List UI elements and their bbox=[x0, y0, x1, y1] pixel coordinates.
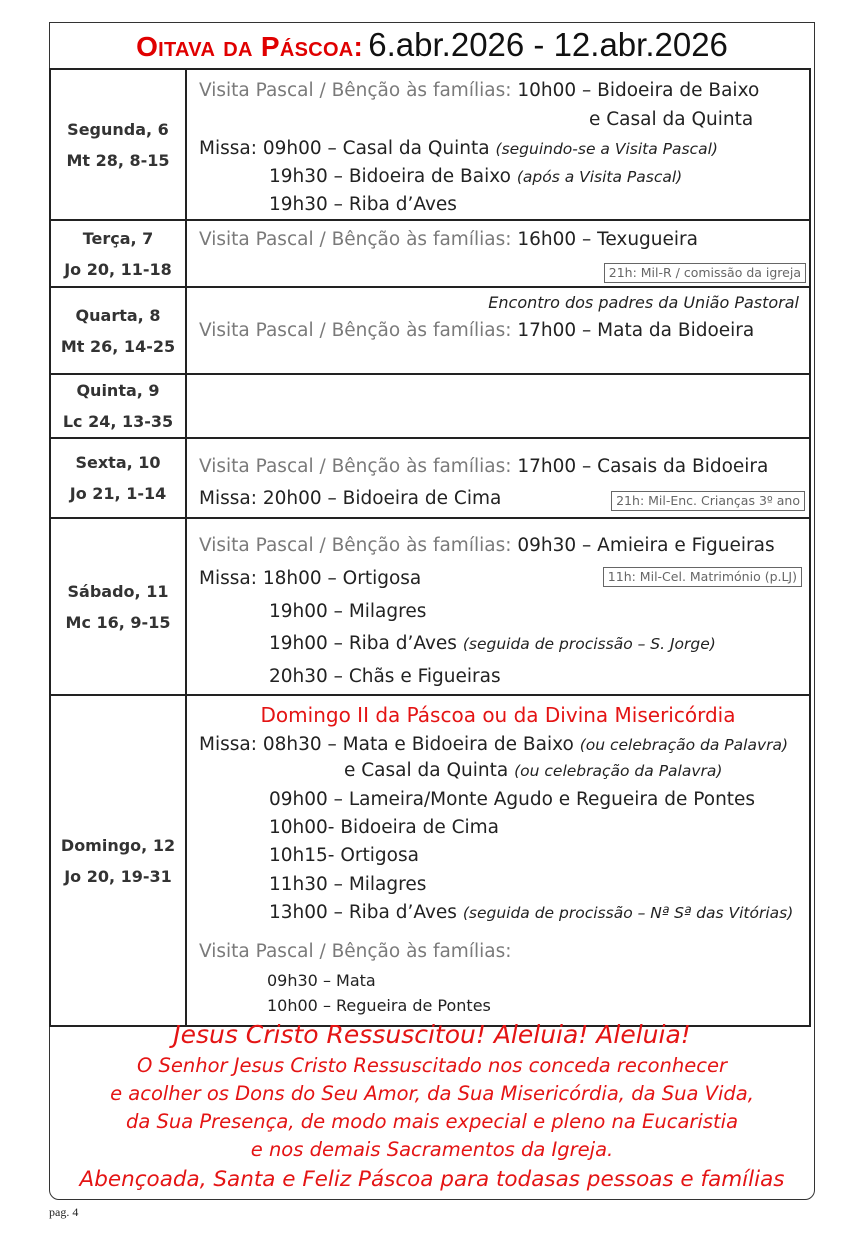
missa-note: (ou celebração da Palavra) bbox=[514, 762, 723, 780]
row-sexta bbox=[50, 438, 810, 518]
note-box: 21h: Mil-R / comissão da igreja bbox=[604, 263, 806, 283]
missa-text: 20h00 – Bidoeira de Cima bbox=[262, 488, 502, 509]
message-line: O Senhor Jesus Cristo Ressuscitado nos conceda reconhecer bbox=[136, 1054, 728, 1077]
missa-note: (após a Visita Pascal) bbox=[516, 168, 683, 186]
message-headline: Jesus Cristo Ressuscitou! Aleluia! Aleluia! bbox=[173, 1020, 691, 1049]
missa-text: 13h00 – Riba d’Aves bbox=[269, 902, 457, 923]
day-label: Sábado, 11 bbox=[67, 581, 169, 601]
day-content bbox=[186, 69, 810, 220]
row-segunda bbox=[50, 69, 810, 220]
missa-text: e Casal da Quinta bbox=[344, 760, 509, 781]
visita-text: 16h00 – Texugueira bbox=[517, 229, 698, 250]
missa-note: (seguida de procissão – Nª Sª das Vitórias) bbox=[462, 904, 794, 922]
day-content bbox=[186, 695, 810, 1026]
reading-label: Lc 24, 13-35 bbox=[62, 412, 174, 431]
missa-note: (seguindo-se a Visita Pascal) bbox=[495, 140, 718, 158]
missa-text: 08h30 – Mata e Bidoeira de Baixo bbox=[262, 734, 574, 755]
day-label: Sexta, 10 bbox=[75, 453, 161, 472]
day-cell bbox=[50, 695, 186, 1026]
day-label: Quinta, 9 bbox=[76, 381, 160, 400]
day-cell bbox=[50, 518, 186, 695]
row-sabado bbox=[50, 518, 810, 695]
day-content bbox=[186, 287, 810, 374]
note-box: 21h: Mil-Enc. Crianças 3º ano bbox=[611, 491, 805, 511]
missa-text: 09h00 – Lameira/Monte Agudo e Regueira de Pontes bbox=[269, 789, 756, 810]
missa-text: 09h00 – Casal da Quinta bbox=[262, 138, 490, 159]
day-cell bbox=[50, 69, 186, 220]
row-domingo bbox=[50, 695, 810, 1026]
reading-label: Jo 20, 19-31 bbox=[64, 866, 172, 886]
day-content bbox=[186, 438, 810, 518]
day-content bbox=[186, 374, 810, 438]
day-cell bbox=[50, 438, 186, 518]
visita-label: Visita Pascal / Bênção às famílias: bbox=[199, 535, 512, 556]
missa-text: 20h30 – Chãs e Figueiras bbox=[269, 666, 501, 687]
missa-note: (seguida de procissão – S. Jorge) bbox=[462, 635, 716, 653]
title-prefix: Oitava da Páscoa: bbox=[136, 31, 364, 62]
missa-text: 11h30 – Milagres bbox=[269, 874, 427, 895]
day-content bbox=[186, 518, 810, 695]
missa-text: 19h30 – Riba d’Aves bbox=[269, 194, 457, 215]
note-box: 11h: Mil-Cel. Matrimónio (p.LJ) bbox=[603, 567, 802, 587]
missa-note: (ou celebração da Palavra) bbox=[579, 736, 789, 754]
missa-text: 19h30 – Bidoeira de Baixo bbox=[269, 166, 511, 187]
day-cell bbox=[50, 287, 186, 374]
row-quinta bbox=[50, 374, 810, 438]
visita-text-cont: e Casal da Quinta bbox=[589, 109, 754, 130]
message-line: e acolher os Dons do Seu Amor, da Sua Misericórdia, da Sua Vida, bbox=[110, 1082, 754, 1105]
day-content bbox=[186, 220, 810, 287]
reading-label: Mc 16, 9-15 bbox=[65, 612, 171, 632]
missa-label: Missa: bbox=[199, 488, 257, 509]
day-label: Terça, 7 bbox=[82, 228, 154, 248]
missa-label: Missa: bbox=[199, 138, 257, 159]
visita-label: Visita Pascal / Bênção às famílias: bbox=[199, 941, 512, 962]
missa-label: Missa: bbox=[199, 734, 257, 755]
day-cell bbox=[50, 220, 186, 287]
visita-text: 10h00 – Regueira de Pontes bbox=[267, 996, 491, 1015]
sunday-heading: Domingo II da Páscoa ou da Divina Misericórdia bbox=[260, 703, 736, 727]
visita-text: 09h30 – Amieira e Figueiras bbox=[517, 535, 775, 556]
missa-text: 18h00 – Ortigosa bbox=[262, 568, 422, 589]
title-range: 6.abr.2026 - 12.abr.2026 bbox=[368, 26, 728, 63]
day-label: Segunda, 6 bbox=[67, 119, 169, 139]
message-line: da Sua Presença, de modo mais expecial e pleno na Eucaristia bbox=[125, 1110, 739, 1133]
row-quarta bbox=[50, 287, 810, 374]
day-label: Domingo, 12 bbox=[60, 835, 176, 855]
message-blessing: Abençoada, Santa e Feliz Páscoa para todasas pessoas e famílias bbox=[79, 1167, 785, 1192]
visita-text: 17h00 – Mata da Bidoeira bbox=[517, 320, 755, 341]
missa-text: 10h15- Ortigosa bbox=[269, 845, 419, 866]
reading-label: Jo 20, 11-18 bbox=[64, 259, 172, 279]
visita-label: Visita Pascal / Bênção às famílias: bbox=[199, 80, 512, 101]
day-label: Quarta, 8 bbox=[75, 305, 161, 325]
easter-message bbox=[49, 1018, 815, 1196]
event-note: Encontro dos padres da União Pastoral bbox=[488, 293, 799, 312]
visita-label: Visita Pascal / Bênção às famílias: bbox=[199, 456, 512, 477]
missa-label: Missa: bbox=[199, 568, 257, 589]
reading-label: Mt 26, 14-25 bbox=[60, 336, 176, 356]
page-title bbox=[49, 22, 815, 68]
missa-text: 10h00- Bidoeira de Cima bbox=[269, 817, 500, 838]
visita-text: 09h30 – Mata bbox=[267, 971, 376, 990]
day-cell bbox=[50, 374, 186, 438]
page-number: pag. 4 bbox=[49, 1205, 79, 1219]
visita-text: 17h00 – Casais da Bidoeira bbox=[517, 456, 769, 477]
row-terca bbox=[50, 220, 810, 287]
visita-label: Visita Pascal / Bênção às famílias: bbox=[199, 229, 512, 250]
visita-text: 10h00 – Bidoeira de Baixo bbox=[517, 80, 760, 101]
reading-label: Mt 28, 8-15 bbox=[66, 150, 170, 170]
reading-label: Jo 21, 1-14 bbox=[69, 484, 167, 503]
message-line: e nos demais Sacramentos da Igreja. bbox=[250, 1138, 614, 1161]
schedule-table bbox=[49, 68, 811, 1027]
missa-text: 19h00 – Milagres bbox=[269, 601, 427, 622]
visita-label: Visita Pascal / Bênção às famílias: bbox=[199, 320, 512, 341]
missa-text: 19h00 – Riba d’Aves bbox=[269, 633, 457, 654]
